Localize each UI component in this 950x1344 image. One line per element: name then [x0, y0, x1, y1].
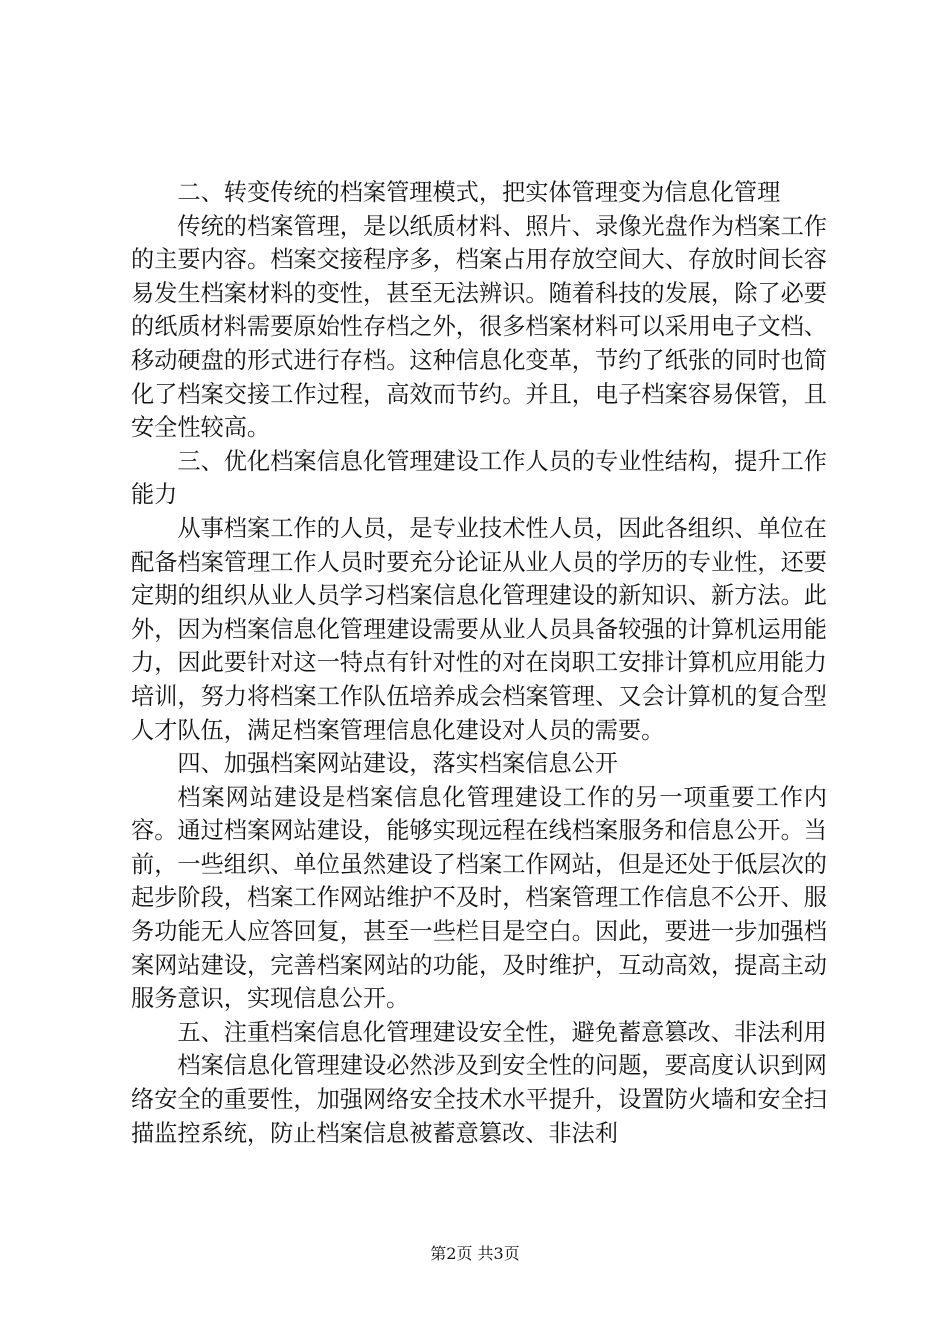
section-heading-2: 二、转变传统的档案管理模式，把实体管理变为信息化管理	[177, 179, 781, 206]
page-footer: 第2页 共3页	[430, 1244, 520, 1263]
body-paragraph: 从事档案工作的人员，是专业技术性人员，因此各组织、单位在配备档案管理工作人员时要充分论证从业人员的学历的专业性，还要定期的组织从业人员学习档案信息化管理建设的新知识、新方法。此外，因为档案信息化管理建设需要从业人员具备较强的计算机运用能力，因此要针对这一特点有针对性的对在岗职工安排计算机应用能力培训，努力将档案工作队伍培养成会档案管理、又会计算机的复合型人才队伍，满足档案管理信息化建设对人员的需要。	[131, 514, 827, 744]
body-paragraph: 档案网站建设是档案信息化管理建设工作的另一项重要工作内容。通过档案网站建设，能够实现远程在线档案服务和信息公开。当前，一些组织、单位虽然建设了档案工作网站，但是还处于低层次的起步阶段，档案工作网站维护不及时，档案管理工作信息不公开、服务功能无人应答回复，甚至一些栏目是空白。因此，要进一步加强档案网站建设，完善档案网站的功能，及时维护，互动高效，提高主动服务意识，实现信息公开。	[131, 783, 827, 1013]
section-heading-4: 四、加强档案网站建设，落实档案信息公开	[177, 750, 618, 778]
body-paragraph: 传统的档案管理，是以纸质材料、照片、录像光盘作为档案工作的主要内容。档案交接程序多，档案占用存放空间大、存放时间长容易发生档案材料的变性，甚至无法辨识。随着科技的发展，除了必要的纸质材料需要原始性存档之外，很多档案材料可以采用电子文档、移动硬盘的形式进行存档。这种信息化变革，节约了纸张的同时也简化了档案交接工作过程，高效而节约。并且，电子档案容易保管，且安全性较高。	[131, 212, 827, 442]
section-heading-5: 五、注重档案信息化管理建设安全性，避免蓄意篡改、非法利用	[177, 1018, 827, 1046]
document-body	[131, 176, 827, 1150]
body-paragraph: 档案信息化管理建设必然涉及到安全性的问题，要高度认识到网络安全的重要性，加强网络安全技术水平提升，设置防火墙和安全扫描监控系统，防止档案信息被蓄意篡改、非法利	[131, 1052, 827, 1147]
section-heading-3: 三、优化档案信息化管理建设工作人员的专业性结构，提升工作能力	[131, 447, 827, 509]
